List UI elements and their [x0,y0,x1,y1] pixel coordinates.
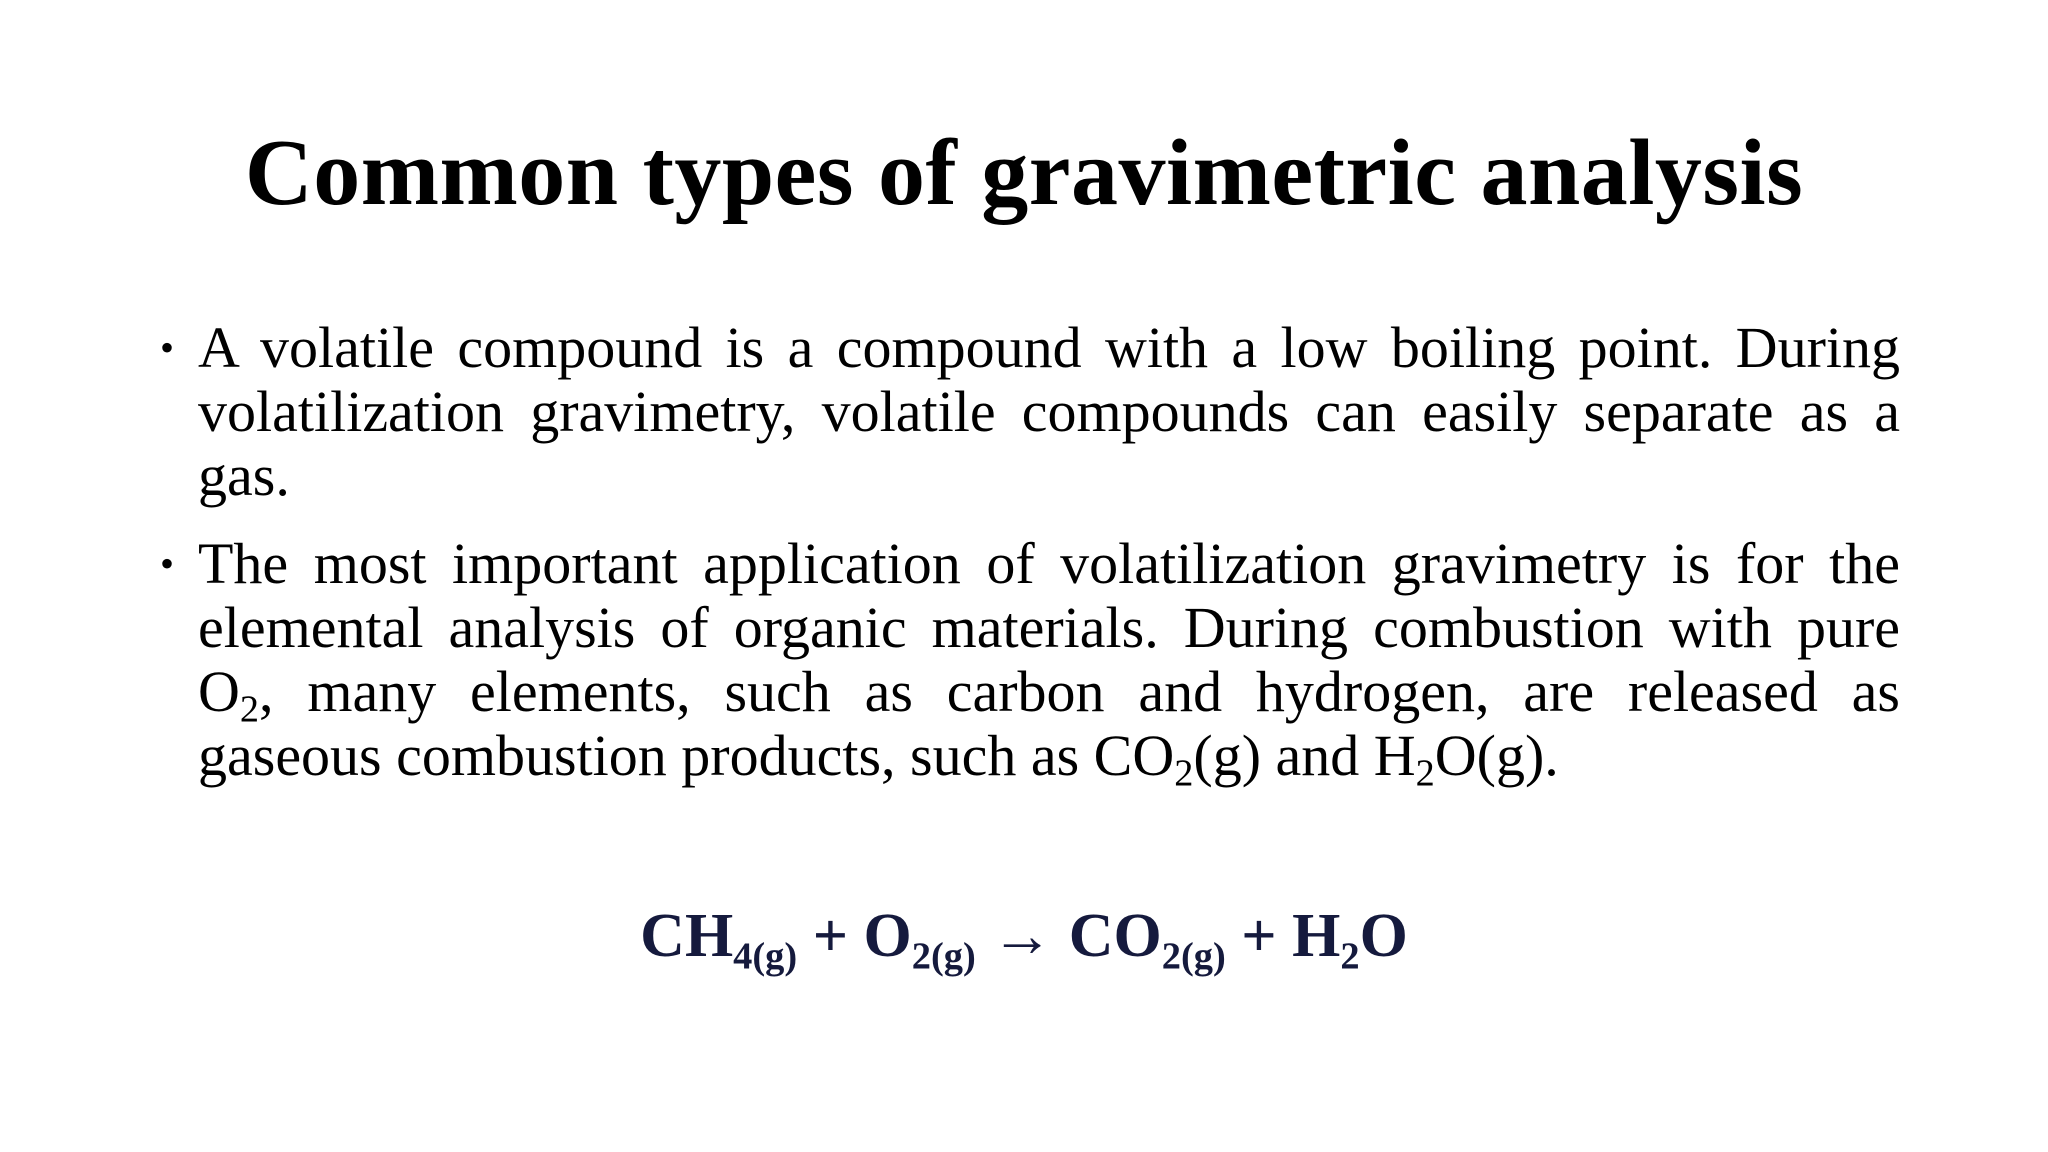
bullet-item-elemental-analysis [160,531,1900,795]
bullet-list [160,315,1900,795]
equation-arrow-icon: → [975,902,1069,970]
equation-subscript: 2 [1340,935,1360,978]
bullet-text-part: (g) and H [1193,723,1416,788]
bullet-item-volatile-compound [160,316,1900,508]
bullet-icon: • [160,541,175,586]
equation-reactant-methane: CH [640,902,734,970]
bullet-text [198,531,1900,795]
equation-plus: + [1225,902,1293,970]
subscript: 2 [239,688,260,731]
equation-product-water-o: O [1359,902,1408,970]
bullet-icon: • [160,325,175,370]
slide-title: Common types of gravimetric analysis [244,121,1804,225]
equation-subscript: 2(g) [1161,935,1226,978]
chemical-equation [0,898,2048,978]
equation-plus: + [797,902,864,970]
equation-product-carbon-dioxide: CO [1068,902,1162,970]
equation-subscript: 2(g) [911,935,976,978]
bullet-text-part: , many elements, such as carbon and hydrogen, are released as gaseous combustion products, such as CO [198,659,1900,788]
equation-subscript: 4(g) [733,935,798,978]
subscript: 2 [1415,752,1435,795]
subscript: 2 [1174,752,1194,795]
bullet-text: A volatile compound is a compound with a low boiling point. During volatilization gravimetry, volatile compounds can easily separate as a gas. [198,315,1900,508]
equation-product-water-h: H [1292,902,1341,970]
equation-reactant-oxygen: O [863,902,912,970]
bullet-text-part: The most important application of volatilization gravimetry is for the elemental analysis of organic materials. During combustion with pure O [198,531,1900,724]
bullet-text-part: O(g). [1434,723,1559,788]
